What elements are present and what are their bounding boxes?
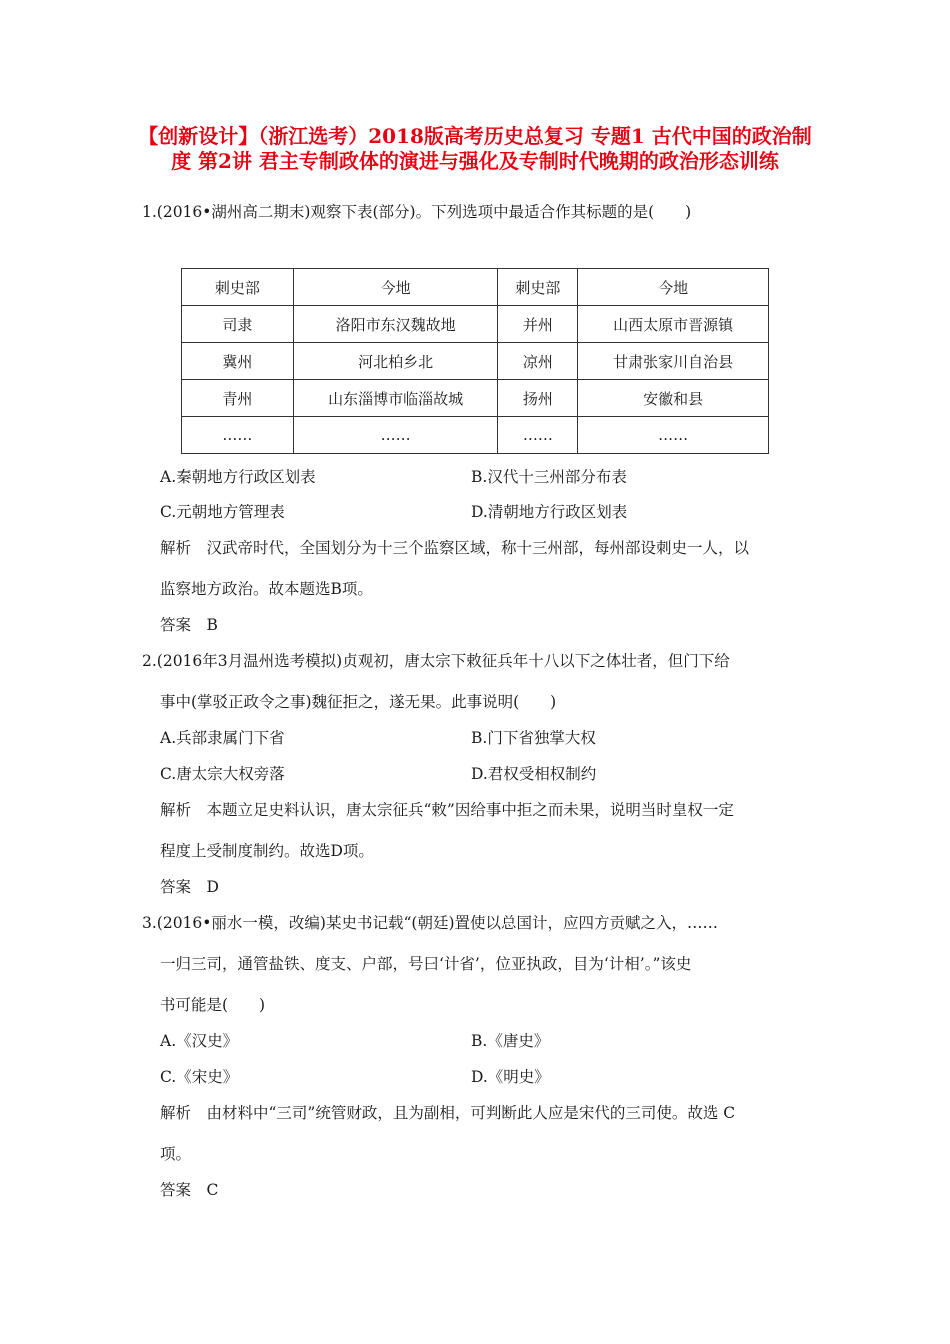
q3-stem-cont: 一归三司，通管盐铁、度支、户部，号曰‘计省’，位亚执政，目为‘计相’。”该史 [160, 955, 692, 973]
table-cell: 安徽和县 [578, 380, 769, 417]
q2-stem-cont: 事中(掌驳正政令之事)魏征拒之，遂无果。此事说明( ) [160, 693, 557, 711]
q2-option-d: D.君权受相权制约 [471, 765, 597, 783]
table-cell: 凉州 [498, 343, 578, 380]
document-title: 【创新设计】（浙江选考）2018版高考历史总复习 专题1 古代中国的政治制度 第2讲 君主专制政体的演进与强化及专制时代晚期的政治形态训练 [138, 124, 812, 173]
q2-analysis: 解析 本题立足史料认识，唐太宗征兵“敕”因给事中拒之而未果，说明当时皇权一定 [160, 801, 734, 819]
q2-analysis-cont: 程度上受制度制约。故选D项。 [160, 842, 374, 860]
q1-answer: 答案 B [160, 616, 218, 634]
table-cell: 甘肃张家川自治县 [578, 343, 769, 380]
table-cell: 青州 [182, 380, 294, 417]
q2-option-b: B.门下省独掌大权 [471, 729, 596, 747]
table-cell: 冀州 [182, 343, 294, 380]
q1-option-b: B.汉代十三州部分布表 [471, 468, 627, 486]
table-cell: …… [293, 417, 498, 454]
table-row [182, 269, 769, 306]
table-row [182, 417, 769, 454]
q1-option-d: D.清朝地方行政区划表 [471, 503, 628, 521]
q3-answer: 答案 C [160, 1181, 219, 1199]
q1-analysis-cont: 监察地方政治。故本题选B项。 [160, 580, 373, 598]
q2-option-c: C.唐太宗大权旁落 [160, 765, 285, 783]
q3-stem-cont: 书可能是( ) [160, 996, 266, 1014]
q1-stem: 1.(2016•湖州高二期末)观察下表(部分)。下列选项中最适合作其标题的是( ) [142, 203, 692, 221]
table-row [182, 306, 769, 343]
table-cell: 并州 [498, 306, 578, 343]
q3-option-a: A.《汉史》 [160, 1032, 239, 1050]
table-cell: 河北柏乡北 [293, 343, 498, 380]
q1-analysis: 解析 汉武帝时代，全国划分为十三个监察区域，称十三州部，每州部设刺史一人，以 [160, 539, 750, 557]
table-cell: 洛阳市东汉魏故地 [293, 306, 498, 343]
table-header: 今地 [293, 269, 498, 306]
table-cell: 司隶 [182, 306, 294, 343]
q3-option-b: B.《唐史》 [471, 1032, 550, 1050]
q3-analysis: 解析 由材料中“三司”统管财政，且为副相，可判断此人应是宋代的三司使。故选 C [160, 1104, 736, 1122]
q3-analysis-cont: 项。 [160, 1145, 192, 1163]
table-row [182, 380, 769, 417]
q3-option-c: C.《宋史》 [160, 1068, 239, 1086]
table-cell: 扬州 [498, 380, 578, 417]
q3-stem: 3.(2016•丽水一模，改编)某史书记载“(朝廷)置使以总国计，应四方贡赋之入，…… [142, 914, 718, 932]
q2-option-a: A.兵部隶属门下省 [160, 729, 285, 747]
table-cell: …… [578, 417, 769, 454]
q3-option-d: D.《明史》 [471, 1068, 550, 1086]
q1-option-c: C.元朝地方管理表 [160, 503, 285, 521]
table-cell: 山西太原市晋源镇 [578, 306, 769, 343]
table-cell: …… [182, 417, 294, 454]
q1-option-a: A.秦朝地方行政区划表 [160, 468, 316, 486]
q1-table [181, 268, 769, 454]
table-header: 今地 [578, 269, 769, 306]
table-cell: 山东淄博市临淄故城 [293, 380, 498, 417]
q2-answer: 答案 D [160, 878, 219, 896]
table-header: 刺史部 [182, 269, 294, 306]
table-row [182, 343, 769, 380]
q2-stem: 2.(2016年3月温州选考模拟)贞观初，唐太宗下敕征兵年十八以下之体壮者，但门下给 [142, 652, 730, 670]
table-cell: …… [498, 417, 578, 454]
table-header: 刺史部 [498, 269, 578, 306]
